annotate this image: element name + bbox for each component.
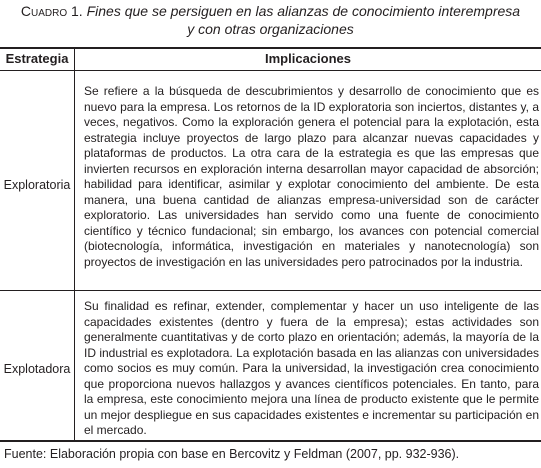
row-exploratoria-implications: Se refiere a la búsqueda de descubrimientos y desarrollo de conocimiento que es nuevo para la empresa. Los retornos de la ID exploratoria son inciertos, distantes y, a veces, negativos. Como la exploración genera el potencial para la explotación, esta estrategia incluye proyectos de largo plazo para alcanzar nuevas capacidades y plataformas de productos. La otra cara de la estrategia es que las empresas que invierten recursos en exploración interna desarrollan mayor capacidad de absorción; habilidad para identificar, asimilar y explotar conocimiento del ambiente. De esta manera, una buena cantidad de alianzas empresa-universidad son de carácter exploratorio. Las universidades han servido como una fuente de conocimiento científico y técnico fundacional; sin embargo, los avances con potencial comercial (biotecnología, informática, investigación en materiales y nanotecnología) son proyectos de investigación en las universidades pero patrocinados por la industria. bbox=[84, 84, 539, 269]
table-bottom-rule bbox=[0, 440, 541, 442]
header-implications: Implicaciones bbox=[265, 51, 351, 66]
table-row-divider bbox=[0, 290, 541, 291]
row-explotadora-strategy: Explotadora bbox=[3, 362, 71, 376]
row-explotadora-implications: Su finalidad es refinar, extender, complementar y hacer un uso inteligente de las capacidades existentes (dentro y fuera de la empresa); estas actividades son generalmente cuantitativas y de corto plazo en orientación; además, la mayoría de la ID industrial es explotadora. La explotación basada en las alianzas con universidades como socios es muy común. Para la universidad, la investigación crea conocimiento que proporciona nuevos hallazgos y avances científicos potenciales. En tanto, para la empresa, este conocimiento mejora una línea de producto existente que le permite un mejor despliegue en sus capacidades existentes e incrementar su participación en el mercado. bbox=[84, 299, 539, 437]
table-caption bbox=[0, 2, 541, 38]
header-strategy: Estrategia bbox=[5, 51, 69, 66]
table-header-rule bbox=[0, 70, 541, 71]
caption-title-line-2: y con otras organizaciones bbox=[187, 21, 354, 37]
table-source-note: Fuente: Elaboración propia con base en Bercovitz y Feldman (2007, pp. 932-936). bbox=[4, 447, 460, 461]
table-column-divider bbox=[74, 48, 75, 440]
caption-label: Cuadro 1. bbox=[20, 3, 83, 19]
row-exploratoria-strategy: Exploratoria bbox=[3, 178, 71, 192]
caption-line-1 bbox=[0, 2, 541, 20]
caption-title-line-1: Fines que se persiguen en las alianzas de conocimiento interempresa bbox=[86, 3, 521, 19]
